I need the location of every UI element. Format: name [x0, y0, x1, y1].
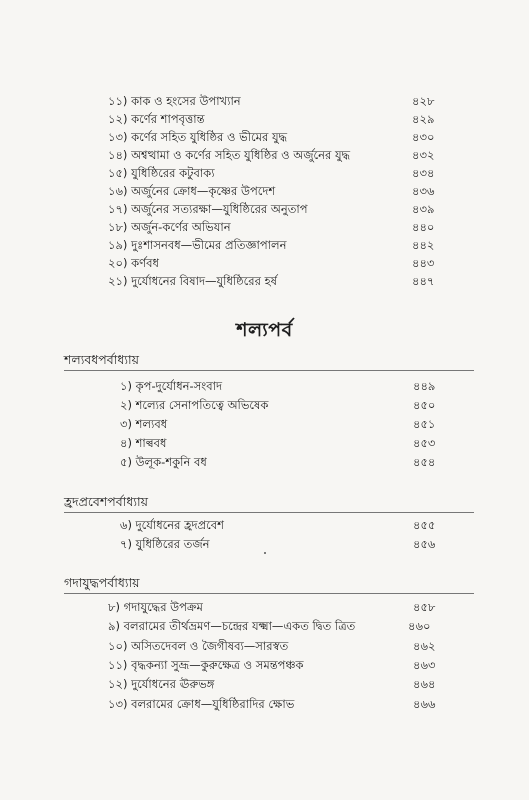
entry-title: ২১) দুর্যোধনের বিষাদ—যুধিষ্ঠিরের হর্ষ	[108, 274, 277, 288]
toc-entry	[108, 182, 470, 200]
entry-page: ৪৫৬	[413, 537, 436, 551]
toc-entry	[108, 92, 470, 110]
toc-entry	[108, 637, 470, 655]
entry-title: ২০) কর্ণবধ	[108, 256, 159, 270]
toc-entry	[120, 453, 470, 471]
entry-title: ১৩) কর্ণের সহিত যুধিষ্ঠির ও ভীমের যুদ্ধ	[108, 130, 288, 144]
entry-title: ১৩) বলরামের ক্রোধ—যুধিষ্ঠিরাদির ক্ষোভ	[108, 697, 295, 711]
entry-page: ৪২৮	[412, 94, 435, 108]
entry-page: ৪৬০	[408, 619, 431, 633]
toc-entry	[108, 254, 470, 272]
entry-title: ১৫) যুধিষ্ঠিরের কটুবাক্য	[108, 166, 215, 180]
toc-entry	[120, 434, 470, 452]
entry-page: ৪৪৯	[413, 379, 436, 393]
entry-page: ৪৩০	[412, 130, 435, 144]
entry-page: ৪২৯	[412, 112, 435, 126]
entry-page: ৪৩২	[412, 148, 435, 162]
section-divider	[64, 512, 474, 513]
entry-title: ৪) শাল্ববধ	[120, 436, 167, 450]
toc-entry	[108, 200, 470, 218]
entry-page: ৪৫৮	[413, 600, 436, 614]
toc-entry	[108, 617, 470, 635]
toc-entry	[108, 598, 470, 616]
entry-title: ১৭) অর্জুনের সত্যরক্ষা—যুধিষ্ঠিরের অনুতাপ	[108, 202, 308, 216]
entry-page: ৪৫৫	[413, 518, 436, 532]
toc-entry	[108, 146, 470, 164]
entry-title: ১) কৃপ-দুর্যোধন-সংবাদ	[120, 379, 223, 393]
entry-page: ৪৪২	[412, 238, 435, 252]
entry-page: ৪৫৪	[413, 455, 436, 469]
section-heading: হ্রদপ্রবেশপর্বাধ্যায়	[64, 494, 148, 509]
section-divider	[64, 370, 474, 371]
toc-entry	[108, 695, 470, 713]
toc-entry	[108, 218, 470, 236]
section-divider	[64, 593, 474, 594]
entry-page: ৪৬২	[413, 639, 436, 653]
entry-title: ১৯) দুঃশাসনবধ—ভীমের প্রতিজ্ঞাপালন	[108, 238, 287, 252]
entry-title: ৫) উলূক-শকুনি বধ	[120, 455, 207, 469]
toc-entry	[120, 415, 470, 433]
toc-entry	[108, 128, 470, 146]
entry-title: ১২) কর্ণের শাপবৃত্তান্ত	[108, 112, 205, 126]
entry-page: ৪৬৬	[413, 697, 436, 711]
entry-title: ১৮) অর্জুন-কর্ণের অভিযান	[108, 220, 231, 234]
entry-title: ৮) গদাযুদ্ধের উপক্রম	[108, 600, 203, 614]
entry-page: ৪৬৪	[413, 677, 436, 691]
toc-entry	[120, 396, 470, 414]
toc-entry	[108, 675, 470, 693]
toc-entry	[120, 516, 470, 534]
toc-entry	[108, 236, 470, 254]
entry-title: ৩) শল্যবধ	[120, 417, 168, 431]
entry-title: ৭) যুধিষ্ঠিরের তর্জন	[120, 537, 210, 551]
entry-page: ৪৩৯	[412, 202, 435, 216]
entry-title: ১০) অসিতদেবল ও জৈগীষব্য—সারস্বত	[108, 639, 289, 653]
toc-entry	[120, 377, 470, 395]
toc-entry	[108, 110, 470, 128]
entry-title: ৯) বলরামের তীর্থভ্রমণ—চন্দ্রের যক্ষ্মা—একত দ্বিত ত্রিত	[108, 619, 356, 633]
entry-page: ৪৬৩	[413, 658, 436, 672]
entry-title: ৬) দুর্যোধনের হ্রদপ্রবেশ	[120, 518, 224, 532]
parva-title: শল্যপর্ব	[236, 319, 293, 341]
entry-title: ১৪) অশ্বত্থামা ও কর্ণের সহিত যুধিষ্ঠির ও অর্জুনের যুদ্ধ	[108, 148, 351, 162]
entry-page: ৪৪০	[412, 220, 435, 234]
entry-title: ১১) কাক ও হংসের উপাখ্যান	[108, 94, 241, 108]
section-heading: গদাযুদ্ধপর্বাধ্যায়	[64, 575, 140, 590]
entry-page: ৪৪৩	[412, 256, 435, 270]
entry-title: ১১) বৃদ্ধকন্যা সুভ্রূ—কুরুক্ষেত্র ও সমন্তপঞ্চক	[108, 658, 304, 672]
toc-entry	[120, 535, 470, 553]
entry-page: ৪৪৭	[412, 274, 435, 288]
toc-entry	[108, 656, 470, 674]
toc-entry	[108, 164, 470, 182]
entry-title: ১৬) অর্জুনের ক্রোধ—কৃষ্ণের উপদেশ	[108, 184, 276, 198]
entry-page: ৪৫৩	[413, 436, 436, 450]
toc-entry	[108, 272, 470, 290]
entry-title: ১২) দুর্যোধনের ঊরুভঙ্গ	[108, 677, 215, 691]
entry-page: ৪৩৬	[412, 184, 435, 198]
ink-speck	[264, 552, 266, 554]
section-heading: শল্যবধপর্বাধ্যায়	[64, 352, 139, 367]
entry-title: ২) শল্যের সেনাপতিত্বে অভিষেক	[120, 398, 269, 412]
entry-page: ৪৫১	[413, 417, 436, 431]
entry-page: ৪৫০	[413, 398, 436, 412]
entry-page: ৪৩৪	[412, 166, 435, 180]
